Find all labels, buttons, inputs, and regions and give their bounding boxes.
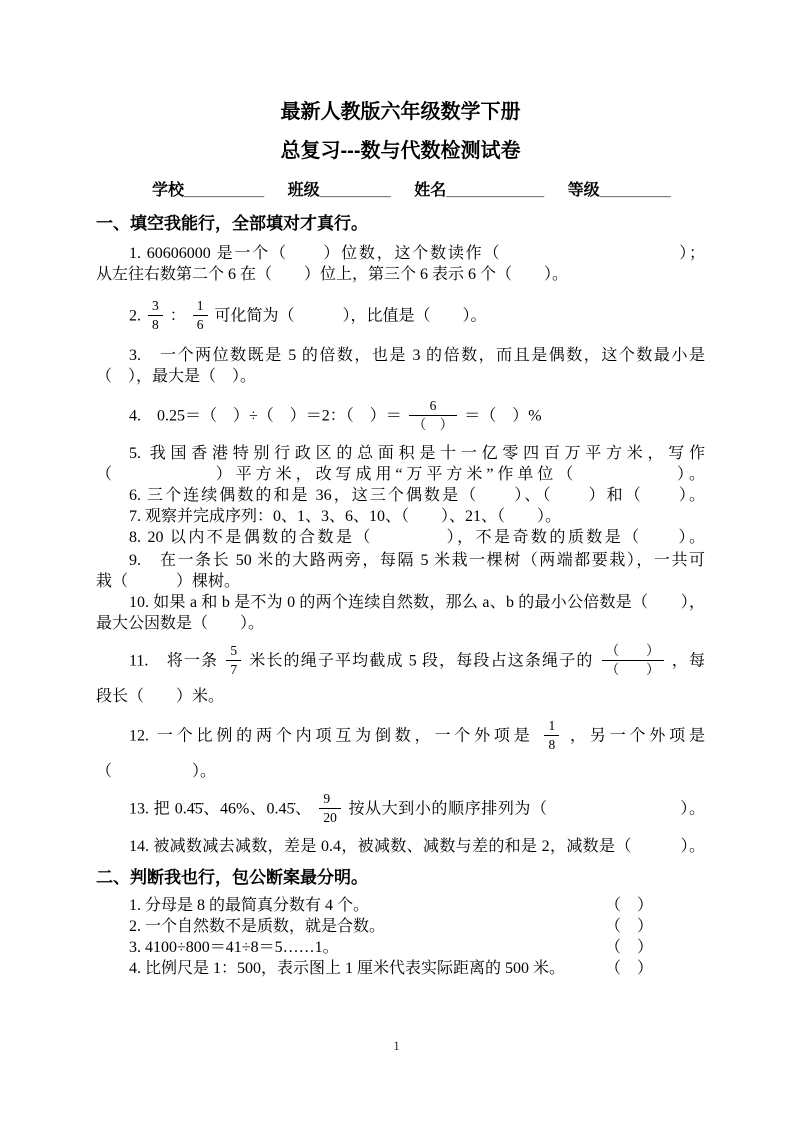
item-text: ＝（ ）% [464, 407, 542, 425]
page-number: 1 [393, 1038, 400, 1053]
fraction-6-blank [409, 397, 458, 433]
grade-blank: ________ [599, 182, 671, 199]
fill-item-5-line-1: 5. 我国香港特别行政区的总面积是十一亿零四百万平方米，写作 [129, 445, 705, 463]
fill-item-4 [96, 397, 705, 437]
item-text: ，每 [671, 652, 705, 670]
item-text: 11. 将一条 [129, 652, 219, 670]
fraction-numerator: 9 [319, 790, 341, 809]
judge-item-3 [96, 937, 705, 958]
item-number: 2. [129, 307, 141, 325]
answer-blank: （ ） [604, 897, 653, 915]
judge-item-4 [96, 958, 705, 979]
class-field [288, 182, 391, 199]
fill-item-10-line-1: 10. 如果 a 和 b 是不为 0 的两个连续自然数，那么 a、b 的最小公倍数是（ ）， [129, 594, 705, 612]
answer-blank: （ ） [604, 939, 653, 957]
page-title: 最新人教版六年级数学下册 [280, 101, 521, 123]
fraction-denominator: 20 [323, 809, 337, 825]
fraction-numerator: 1 [544, 717, 559, 736]
fill-item-12-line-1 [96, 717, 705, 757]
fill-item-3-line-2: （ ），最大是（ ）。 [96, 368, 257, 386]
fill-item-11-line-2: 段长（ ）米。 [96, 688, 225, 706]
answer-blank: （ ） [604, 918, 653, 936]
fraction-denominator: 6 [196, 316, 204, 332]
fill-item-13 [96, 790, 705, 830]
grade-label: 等级 [567, 182, 600, 199]
fraction-9-20 [319, 790, 341, 826]
fraction-denominator: 7 [230, 661, 238, 677]
fraction-denominator: 8 [152, 316, 159, 332]
item-text: 可化简为（ ），比值是（ ）。 [214, 307, 487, 325]
fraction-numerator: 5 [226, 642, 241, 661]
grade-field [568, 182, 671, 199]
fill-item-6: 6. 三个连续偶数的和是 36，这三个偶数是（ ）、（ ）和（ ）。 [129, 487, 705, 505]
student-info-row [96, 180, 705, 201]
school-label: 学校 [152, 182, 185, 199]
fill-item-2 [96, 297, 705, 337]
fill-item-7: 7. 观察并完成序列：0、1、3、6、10、（ ）、21、（ ）。 [129, 508, 562, 526]
item-text: 12. 一个比例的两个内项互为倒数，一个外项是 [129, 728, 534, 745]
school-blank: _________ [184, 182, 265, 199]
name-label: 姓名 [414, 182, 447, 199]
class-label: 班级 [287, 182, 320, 199]
fill-item-3-line-1: 3. 一个两位数既是 5 的倍数，也是 3 的倍数，而且是偶数，这个数最小是 [129, 347, 705, 365]
fill-item-1-line-2: 从左往右数第二个 6 在（ ）位上，第三个 6 表示 6 个（ ）。 [96, 266, 569, 283]
fraction-numerator: 3 [148, 297, 163, 316]
fraction-numerator: 1 [193, 297, 208, 316]
fill-item-1-line-1: 1. 60606000 是一个（ ）位数，这个数读作（ ）； [129, 245, 705, 262]
fraction-5-7 [226, 642, 241, 678]
fill-item-5-line-2: （ ）平方米，改写成用“万平方米”作单位（ ）。 [96, 466, 705, 484]
fraction-denominator: 8 [548, 736, 556, 752]
section1-heading: 一、填空我能行，全部填对才真行。 [96, 214, 368, 233]
name-blank: ___________ [446, 182, 545, 199]
fill-item-10-line-2: 最大公因数是（ ）。 [96, 615, 265, 633]
name-field [414, 182, 544, 199]
fill-item-12-line-2: （ ）。 [96, 763, 217, 781]
answer-blank: （ ） [604, 960, 653, 978]
fraction-3-8 [148, 297, 163, 333]
judge-text: 3. 4100÷800＝41÷8＝5……1。 [129, 939, 339, 957]
fraction-denominator: （ ） [412, 416, 454, 432]
judge-item-1 [96, 895, 705, 916]
fill-item-8: 8. 20 以内不是偶数的合数是（ ），不是奇数的质数是（ ）。 [129, 529, 705, 547]
fill-item-9-line-2: 栽（ ）棵树。 [96, 573, 241, 591]
fraction-1-6 [193, 297, 208, 333]
judge-text: 4. 比例尺是 1：500，表示图上 1 厘米代表实际距离的 500 米。 [129, 960, 566, 978]
fraction-numerator: 6 [409, 397, 458, 416]
ratio-colon: ： [169, 307, 186, 325]
fill-item-11-line-1 [96, 642, 705, 682]
judge-text: 1. 分母是 8 的最简真分数有 4 个。 [129, 897, 370, 915]
judge-item-2 [96, 916, 705, 937]
fraction-denominator: （ ） [605, 661, 660, 677]
fraction-numerator: （ ） [602, 642, 664, 661]
school-field [152, 182, 264, 199]
section2-heading: 二、判断我也行，包公断案最分明。 [96, 868, 368, 888]
item-text: 4. 0.25＝（ ）÷（ ）＝2：（ ）＝ [129, 407, 402, 425]
item-text: ，另一个外项是 [570, 728, 706, 745]
page-subtitle: 总复习---数与代数检测试卷 [280, 140, 521, 162]
judge-text: 2. 一个自然数不是质数，就是合数。 [129, 918, 386, 936]
item-text: 米长的绳子平均截成 5 段，每段占这条绳子的 [249, 652, 594, 670]
item-text: 按从大到小的顺序排列为（ ）。 [348, 801, 705, 819]
fraction-1-8 [544, 717, 559, 753]
fill-item-14: 14. 被减数减去减数，差是 0.4，被减数、减数与差的和是 2，减数是（ ）。 [129, 838, 705, 856]
fraction-blank-blank [602, 642, 664, 678]
fill-item-9-line-1: 9. 在一条长 50 米的大路两旁，每隔 5 米栽一棵树（两端都要栽），一共可 [129, 552, 705, 570]
item-text: 13. 把 0.4̇5̇、46%、0.45̇、 [129, 801, 312, 819]
class-blank: ________ [319, 182, 391, 199]
